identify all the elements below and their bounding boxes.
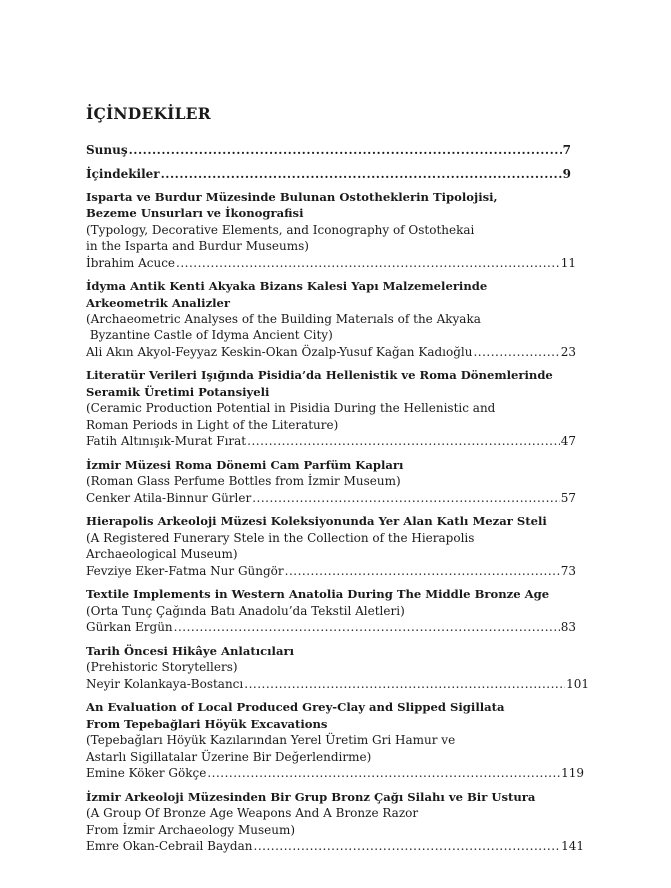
toc-page-number: 57 <box>560 491 576 505</box>
toc-entry-title: İzmir Müzesi Roma Dönemi Cam Parfüm Kapları <box>86 458 404 472</box>
dot-leader <box>129 142 562 159</box>
toc-page-number: 141 <box>561 839 584 853</box>
toc-author-line <box>86 563 576 580</box>
toc-entry-author: Fatih Altınışık-Murat Fırat <box>86 434 247 448</box>
dot-leader <box>161 166 562 183</box>
toc-entry-subtitle: Archaeological Museum) <box>86 547 238 561</box>
toc-entry-title: İdyma Antik Kenti Akyaka Bizans Kalesi Yapı Malzemelerinde <box>86 279 488 293</box>
toc-author-line <box>86 344 576 361</box>
toc-entry-author: Fevziye Eker-Fatma Nur Güngör <box>86 564 284 578</box>
toc-author-line <box>86 838 584 855</box>
toc-entry-subtitle: (A Registered Funerary Stele in the Collection of the Hierapolis <box>86 531 475 545</box>
toc-entry-author: Emre Okan-Cebrail Baydan <box>86 839 253 853</box>
toc-entry-title: Isparta ve Burdur Müzesinde Bulunan Ostotheklerin Tipolojisi, <box>86 190 498 204</box>
toc-entry-title: Hierapolis Arkeoloji Müzesi Koleksiyonunda Yer Alan Katlı Mezar Steli <box>86 514 547 528</box>
toc-entry-subtitle: (Prehistoric Storytellers) <box>86 660 238 674</box>
toc-entry-subtitle: From İzmir Archaeology Museum) <box>86 823 296 837</box>
toc-entry-author: Cenker Atila-Binnur Gürler <box>86 491 252 505</box>
toc-entry-author: Emine Köker Gökçe <box>86 766 207 780</box>
dot-leader <box>254 838 561 855</box>
dot-leader <box>176 255 560 272</box>
toc-entry-subtitle: (Orta Tunç Çağında Batı Anadolu’da Tekstil Aletleri) <box>86 604 405 618</box>
toc-entry-title: Arkeometrik Analizler <box>86 296 231 310</box>
toc-page-number: 119 <box>561 766 584 780</box>
toc-author-line <box>86 619 576 636</box>
toc-page-number: 47 <box>560 434 576 448</box>
toc-entry-title: From Tepebağlari Höyük Excavations <box>86 717 328 731</box>
toc-page-number: 101 <box>566 677 589 691</box>
toc-entry-author: İbrahim Acuce <box>86 256 176 270</box>
toc-author-line <box>86 255 576 272</box>
dot-leader <box>285 563 560 580</box>
dot-leader <box>247 433 560 450</box>
toc-entry-subtitle: in the Isparta and Burdur Museums) <box>86 239 309 253</box>
toc-entry-subtitle: (Typology, Decorative Elements, and Iconography of Ostothekai <box>86 223 475 237</box>
toc-page-number: 73 <box>560 564 576 578</box>
toc-entry-title: Tarih Öncesi Hikâye Anlatıcıları <box>86 644 294 658</box>
dot-leader <box>473 344 559 361</box>
toc-entry-author: Ali Akın Akyol-Feyyaz Keskin-Okan Özalp-Yusuf Kağan Kadıoğlu <box>86 345 473 359</box>
toc-entry-title: İzmir Arkeoloji Müzesinden Bir Grup Bronz Çağı Silahı ve Bir Ustura <box>86 790 536 804</box>
toc-author-line <box>86 765 584 782</box>
toc-page-number: 7 <box>562 143 571 157</box>
page-title: İÇİNDEKİLER <box>86 104 211 123</box>
toc-entry-title: İçindekiler <box>86 167 160 181</box>
toc-entry-title: Seramik Üretimi Potansiyeli <box>86 385 270 399</box>
toc-entry-title: Bezeme Unsurları ve İkonografisi <box>86 206 304 220</box>
toc-entry-subtitle: Byzantine Castle of Idyma Ancient City) <box>86 328 333 342</box>
toc-entry-subtitle: (A Group Of Bronze Age Weapons And A Bronze Razor <box>86 806 419 820</box>
toc-entry-subtitle: (Ceramic Production Potential in Pisidia During the Hellenistic and <box>86 401 496 415</box>
toc-author-line <box>86 490 576 507</box>
dot-leader <box>174 619 560 636</box>
toc-page-number: 83 <box>560 620 576 634</box>
toc-entry-author: Neyir Kolankaya-Bostancı <box>86 677 244 691</box>
toc-entry-author: Gürkan Ergün <box>86 620 173 634</box>
toc-page-number: 23 <box>560 345 576 359</box>
toc-entry-title: An Evaluation of Local Produced Grey-Clay and Slipped Sigillata <box>86 700 505 714</box>
toc-entry-subtitle: (Roman Glass Perfume Bottles from İzmir Museum) <box>86 474 401 488</box>
toc-entry-subtitle: (Archaeometric Analyses of the Building Materıals of the Akyaka <box>86 312 481 326</box>
toc-entry-subtitle: Roman Periods in Light of the Literature) <box>86 418 339 432</box>
toc-author-line <box>86 433 576 450</box>
toc-front-icindekiler[interactable] <box>86 166 571 183</box>
toc-entry-subtitle: (Tepebağları Höyük Kazılarından Yerel Üretim Gri Hamur ve <box>86 733 456 747</box>
toc-page-number: 9 <box>562 167 571 181</box>
toc-entry-title: Textile Implements in Western Anatolia During The Middle Bronze Age <box>86 587 550 601</box>
dot-leader <box>252 490 560 507</box>
toc-front-sunus[interactable] <box>86 142 571 159</box>
dot-leader <box>207 765 560 782</box>
toc-entry-title: Literatür Verileri Işığında Pisidia’da Hellenistik ve Roma Dönemlerinde <box>86 368 553 382</box>
toc-page-number: 11 <box>560 256 576 270</box>
toc-author-line <box>86 676 589 693</box>
toc-entry-title: Sunuş <box>86 143 128 157</box>
dot-leader <box>244 676 565 693</box>
toc-entry-subtitle: Astarlı Sigillatalar Üzerine Bir Değerlendirme) <box>86 750 372 764</box>
